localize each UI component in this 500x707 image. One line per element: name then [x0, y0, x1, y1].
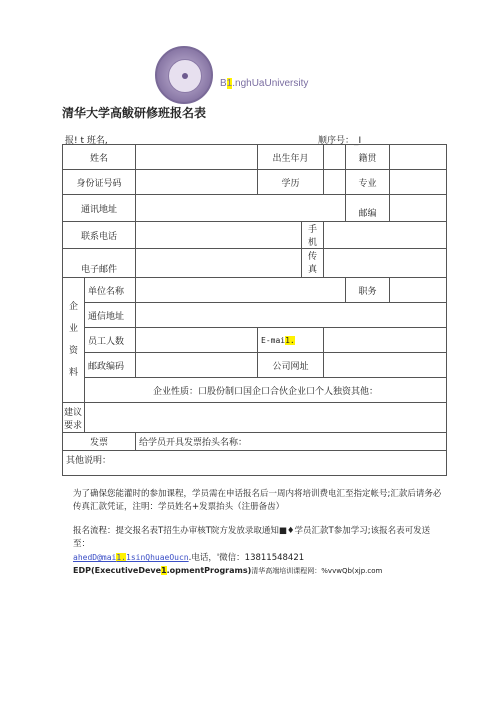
company-postcode-value[interactable] [136, 353, 258, 378]
invoice-label [63, 433, 136, 451]
seal-inner-ring [168, 59, 202, 93]
email-prefix: ahedD@mai [73, 553, 117, 562]
origin-value[interactable] [390, 145, 447, 170]
edp-site: 清华高端培训课程网：%vvwQb(xjp.com [251, 567, 383, 575]
company-side-char: 业 [68, 324, 78, 334]
id-number-value[interactable] [136, 170, 258, 195]
registration-form-table [62, 144, 447, 476]
company-nature-options[interactable]: 企业性质：口股份制口国企口合伙企业口个人独资其他： [85, 378, 447, 403]
company-section-label [63, 278, 85, 403]
company-side-char: 企 [68, 302, 78, 312]
major-value[interactable] [390, 170, 447, 195]
company-email-highlight: 1. [285, 335, 295, 345]
registration-process [73, 525, 443, 565]
invoice-label-text: 发票 [90, 438, 109, 448]
birth-label: 出生年月 [258, 145, 324, 170]
email-suffix: 1sinQhuaeOucn [126, 553, 189, 562]
university-name-highlight: 1 [226, 78, 233, 89]
edp-suffix: .opmentPrograms) [166, 566, 252, 575]
education-label: 学历 [258, 170, 324, 195]
name-value[interactable] [136, 145, 258, 170]
company-email-label [258, 328, 324, 353]
company-side-char: 资 [68, 346, 78, 356]
postcode-label: 邮编 [346, 195, 390, 222]
contact-email-link[interactable] [73, 553, 189, 562]
phone-value[interactable] [136, 222, 302, 249]
mobile-value[interactable] [324, 222, 447, 249]
university-name [220, 78, 308, 89]
education-value[interactable] [324, 170, 346, 195]
company-name-value[interactable] [136, 278, 346, 303]
seal-center-mark [182, 73, 188, 79]
fax-value[interactable] [324, 249, 447, 278]
company-side-char: 料 [68, 368, 78, 378]
postcode-value[interactable] [390, 195, 447, 222]
name-label: 姓名 [63, 145, 136, 170]
edp-prefix: EDP(ExecutiveDeve [73, 566, 162, 575]
address-label: 通讯地址 [63, 195, 136, 222]
phone-label: 联系电话 [63, 222, 136, 249]
company-name-label: 单位名称 [85, 278, 136, 303]
class-name-label: 报! t 班名, [65, 136, 108, 146]
company-site-label: 公司网址 [258, 353, 324, 378]
company-address-label: 通信地址 [85, 303, 136, 328]
suggestion-value[interactable] [85, 403, 447, 433]
registration-process-text: 报名流程：提交报名表T招生办审核T院方发放录取通知■♦学员汇款T参加学习;该报名表可发送至： [73, 526, 431, 549]
university-name-prefix: B [220, 78, 227, 89]
email-highlight: 1. [116, 553, 126, 562]
contact-phone: .电话，'微信：13811548421 [188, 553, 305, 563]
other-notes-label: 其他说明： [66, 456, 112, 466]
company-email-prefix: E-mai [261, 335, 286, 345]
staff-count-label: 员工人数 [85, 328, 136, 353]
company-site-value[interactable] [324, 353, 447, 378]
serial-number-label: 顺序号：_I [318, 136, 362, 146]
address-value[interactable] [136, 195, 346, 222]
origin-label: 籍贯 [346, 145, 390, 170]
suggestion-label: 建议要求 [63, 403, 85, 433]
company-email-value[interactable] [324, 328, 447, 353]
form-title: 清华大学高鲅研修班报名表 [62, 106, 207, 120]
id-number-label: 身份证号码 [63, 170, 136, 195]
mobile-label: 手机 [302, 222, 324, 249]
payment-instructions: 为了确保您能灌时的参加课程，学员需在申话报名后一周内将培训费电汇至指定帐号;汇款后请务必传真汇款凭证，注明：学员姓名+发票抬头（注册备齿） [73, 489, 442, 512]
fax-label: 传真 [302, 249, 324, 278]
position-value[interactable] [390, 278, 447, 303]
invoice-value[interactable] [136, 433, 447, 451]
university-name-suffix: .nghUaUniversity [232, 78, 309, 89]
major-label: 专业 [346, 170, 390, 195]
staff-count-value[interactable] [136, 328, 258, 353]
position-label: 职务 [346, 278, 390, 303]
email-label: 电子邮件 [63, 249, 136, 278]
university-seal-logo [155, 46, 213, 104]
invoice-text: 给学员开具发票抬头名称： [139, 438, 248, 448]
other-notes-field[interactable] [63, 451, 447, 476]
company-address-value[interactable] [136, 303, 447, 328]
edp-footer [73, 566, 382, 576]
company-postcode-label: 邮政编码 [85, 353, 136, 378]
edp-highlight: 1 [161, 566, 167, 575]
birth-value[interactable] [324, 145, 346, 170]
email-value[interactable] [136, 249, 302, 278]
